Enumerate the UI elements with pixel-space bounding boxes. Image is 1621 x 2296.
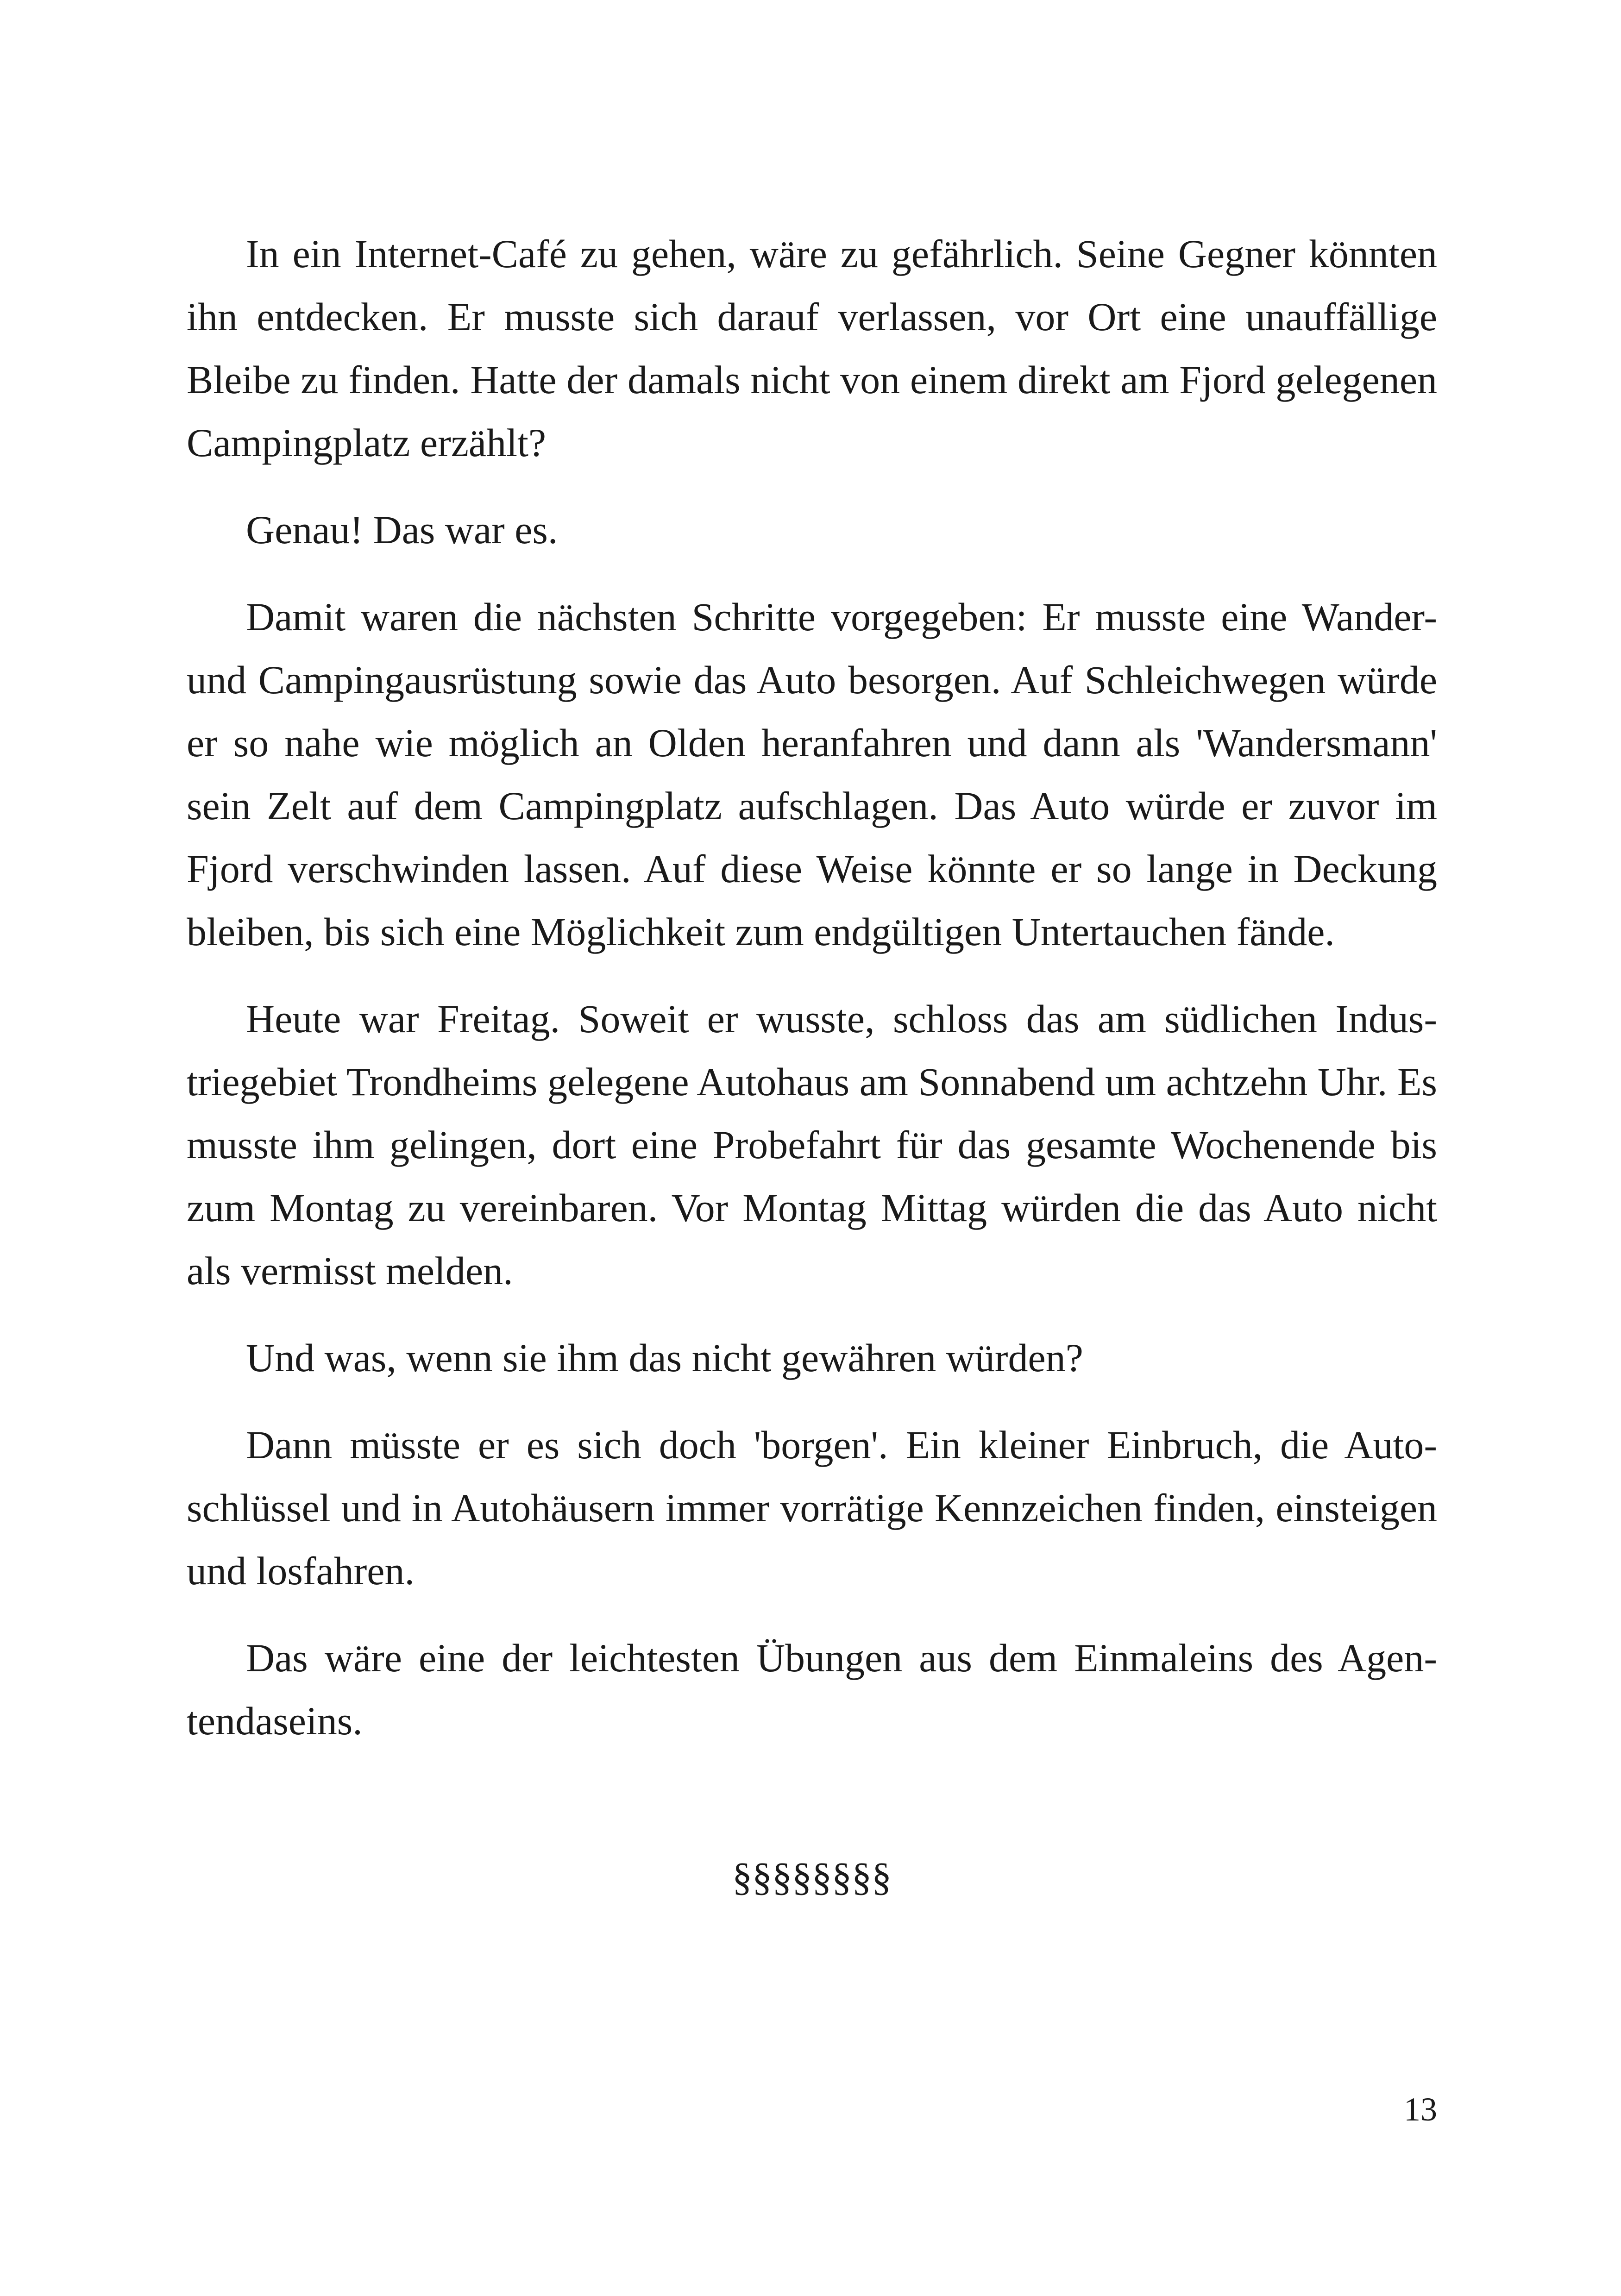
paragraph-3: Damit waren die nächsten Schritte vorgegeben: Er musste eine Wander- und Campingausrüstung sowie das Auto besorgen. Auf Schleichwegen würde er so nahe wie möglich an Olden heranfahren und dann als 'Wandersmann' sein Zelt auf dem Campingplatz aufschlagen. Das Auto würde er zuvor im Fjord verschwinden lassen. Auf diese Weise könnte er so lange in Deckung bleiben, bis sich eine Möglichkeit zum endgültigen Untertauchen fände.	[187, 595, 1437, 954]
paragraph-5: Und was, wenn sie ihm das nicht gewähren würden?	[246, 1336, 1083, 1380]
paragraph-6: Dann müsste er es sich doch 'borgen'. Ein kleiner Einbruch, die Autoschlüssel und in Autohäusern immer vorrätige Kennzeichen finden, einsteigen und losfahren.	[187, 1423, 1437, 1593]
body-text	[187, 222, 1437, 1776]
paragraph-2: Genau! Das war es.	[246, 508, 558, 552]
paragraph-4: Heute war Freitag. Soweit er wusste, schloss das am südlichen Industriegebiet Trondheims gelegene Autohaus am Sonnabend um achtzehn Uhr. Es musste ihm gelingen, dort eine Probefahrt für das gesamte Wochenende bis zum Montag zu vereinbaren. Vor Montag Mittag würden die das Auto nicht als vermisst melden.	[187, 997, 1437, 1293]
page-number: 13	[1404, 2091, 1437, 2128]
section-break: §§§§§§§§	[732, 1855, 892, 1899]
paragraph-1: In ein Internet-Café zu gehen, wäre zu gefährlich. Seine Gegner könnten ihn entdecken. Er musste sich darauf verlassen, vor Ort eine unauffällige Bleibe zu finden. Hatte der damals nicht von einem direkt am Fjord gelegenen Campingplatz erzählt?	[187, 232, 1437, 465]
paragraph-7: Das wäre eine der leichtesten Übungen aus dem Einmaleins des Agentendaseins.	[187, 1636, 1437, 1743]
